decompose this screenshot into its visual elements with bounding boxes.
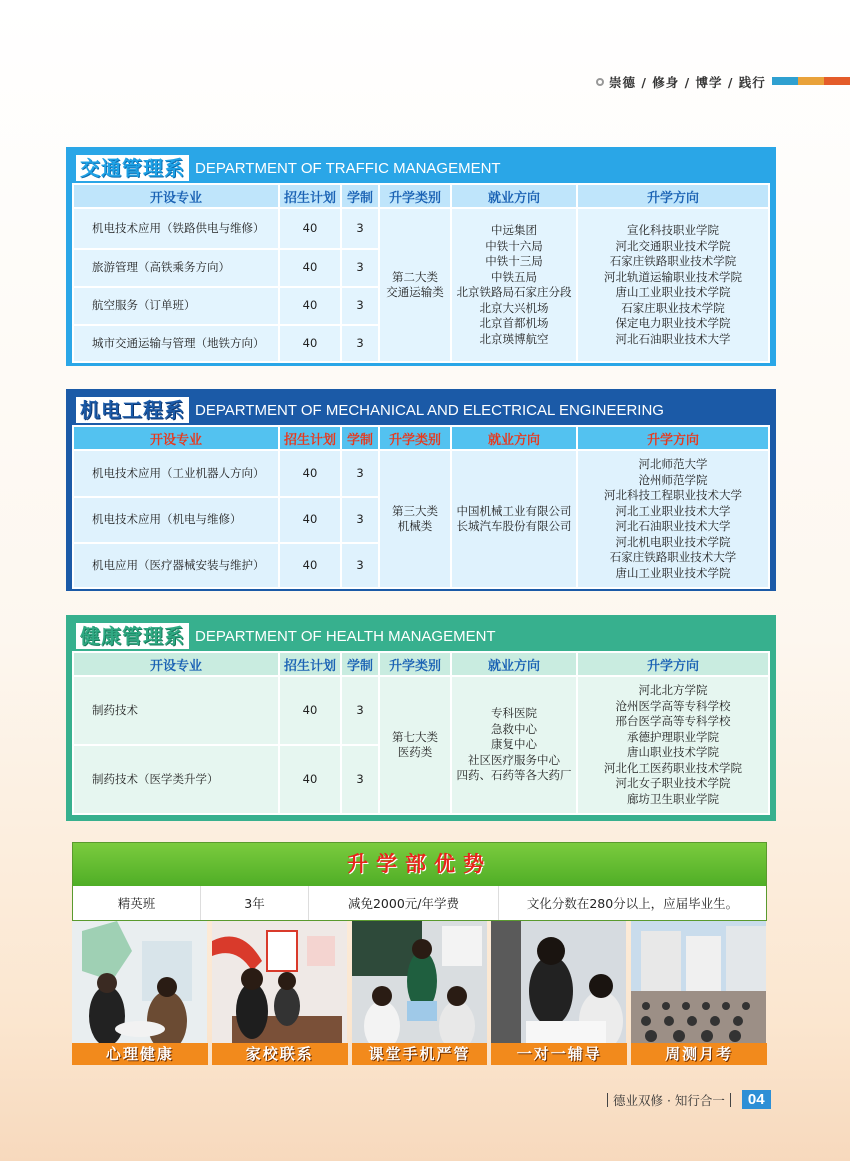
department-header (72, 395, 770, 425)
major-name: 制药技术（医学类升学） (73, 745, 279, 814)
photo-tutoring (491, 921, 627, 1065)
column-header: 学制 (341, 426, 379, 450)
photo-exams (631, 921, 767, 1065)
photo-strip (72, 921, 767, 1065)
employment-list (451, 208, 577, 362)
table-row (73, 450, 769, 497)
department-header (72, 621, 770, 651)
department-english-name: DEPARTMENT OF MECHANICAL AND ELECTRICAL ENGINEERING (195, 401, 664, 419)
category-line: 医药类 (397, 745, 433, 759)
list-item: 中铁十六局 (485, 238, 543, 253)
advantage-requirement: 文化分数在280分以上，应届毕业生。 (526, 896, 739, 911)
advantage-duration: 3年 (201, 886, 309, 920)
list-item: 中国机械工业有限公司 (456, 503, 572, 518)
photo-caption: 周测月考 (631, 1043, 767, 1065)
study-years: 3 (341, 208, 379, 249)
enrollment-plan: 40 (279, 287, 341, 325)
major-name: 制药技术 (73, 676, 279, 745)
advantage-row (73, 886, 766, 920)
column-header: 招生计划 (279, 652, 341, 676)
study-years: 3 (341, 497, 379, 543)
study-years: 3 (341, 325, 379, 362)
department-mechanical (66, 389, 776, 591)
list-item: 河北科技工程职业技术大学 (604, 488, 742, 502)
list-item: 石家庄职业技术学院 (621, 300, 725, 315)
department-health (66, 615, 776, 821)
column-header: 开设专业 (73, 652, 279, 676)
list-item: 廊坊卫生职业学院 (627, 791, 719, 806)
list-item: 河北师范大学 (638, 457, 708, 471)
list-item: 石家庄铁路职业技术学院 (609, 254, 737, 268)
further-study-category (379, 450, 451, 588)
major-name: 机电技术应用（工业机器人方向） (73, 450, 279, 497)
column-header: 升学类别 (379, 652, 451, 676)
department-traffic (66, 147, 776, 366)
study-years: 3 (341, 543, 379, 588)
list-item: 北京首都机场 (479, 316, 549, 330)
major-table (72, 651, 770, 815)
major-name: 航空服务（订单班） (73, 287, 279, 325)
divider (607, 1093, 608, 1107)
photo-home-school (212, 921, 348, 1065)
photo-caption: 课堂手机严管 (352, 1043, 488, 1065)
enrollment-plan: 40 (279, 676, 341, 745)
list-item: 河北交通职业技术学院 (615, 238, 731, 253)
department-name: 交通管理系 (76, 155, 189, 181)
list-item: 宣化科技职业学院 (627, 223, 719, 237)
column-header: 招生计划 (279, 426, 341, 450)
table-header-row (73, 184, 769, 208)
enrollment-plan: 40 (279, 249, 341, 287)
list-item: 北京瑛博航空 (479, 331, 549, 346)
employment-list (451, 676, 577, 814)
study-years: 3 (341, 676, 379, 745)
department-english-name: DEPARTMENT OF HEALTH MANAGEMENT (195, 627, 496, 645)
list-item: 专科医院 (491, 706, 537, 721)
department-name: 机电工程系 (76, 397, 189, 423)
photo-phone-control (352, 921, 488, 1065)
list-item: 中铁十三局 (485, 254, 543, 268)
department-english-name: DEPARTMENT OF TRAFFIC MANAGEMENT (195, 159, 501, 177)
list-item: 河北石油职业技术大学 (615, 331, 731, 346)
list-item: 邢台医学高等专科学校 (615, 714, 731, 728)
study-years: 3 (341, 745, 379, 814)
further-study-list (577, 208, 769, 362)
column-header: 招生计划 (279, 184, 341, 208)
column-header: 学制 (341, 184, 379, 208)
list-item: 承德护理职业学院 (627, 729, 719, 744)
list-item: 长城汽车股份有限公司 (456, 519, 572, 533)
category-line: 第三大类 (392, 503, 438, 518)
list-item: 中远集团 (491, 223, 537, 237)
further-study-category (379, 676, 451, 814)
further-study-category (379, 208, 451, 362)
list-item: 沧州医学高等专科学校 (615, 698, 731, 713)
footer-slogan: 德业双修 · 知行合一 (613, 1092, 725, 1108)
motto-text: 崇德 / 修身 / 博学 / 践行 (609, 75, 766, 90)
category-line: 第二大类 (392, 269, 438, 284)
column-header: 升学类别 (379, 184, 451, 208)
employment-list (451, 450, 577, 588)
major-name: 机电技术应用（机电与维修） (73, 497, 279, 543)
table-row (73, 676, 769, 745)
further-study-list (577, 676, 769, 814)
category-line: 机械类 (397, 519, 433, 533)
page-number: 04 (742, 1090, 771, 1109)
major-name: 机电应用（医疗器械安装与维护） (73, 543, 279, 588)
divider (730, 1093, 731, 1107)
enrollment-plan: 40 (279, 497, 341, 543)
column-header: 开设专业 (73, 184, 279, 208)
enrollment-plan: 40 (279, 325, 341, 362)
color-bar (772, 77, 850, 85)
list-item: 北京铁路局石家庄分段 (456, 285, 572, 299)
list-item: 沧州师范学院 (638, 472, 708, 487)
column-header: 就业方向 (451, 652, 577, 676)
list-item: 社区医疗服务中心 (468, 752, 560, 767)
enrollment-plan: 40 (279, 208, 341, 249)
major-name: 机电技术应用（铁路供电与维修） (73, 208, 279, 249)
column-header: 学制 (341, 652, 379, 676)
major-table (72, 425, 770, 589)
category-line: 第七大类 (392, 729, 438, 744)
photo-caption: 一对一辅导 (491, 1043, 627, 1065)
color-bar-segment (772, 77, 798, 85)
list-item: 河北轨道运输职业技术学院 (604, 269, 742, 284)
advantage-class: 精英班 (73, 886, 201, 920)
list-item: 河北工业职业技术大学 (615, 503, 731, 518)
table-header-row (73, 652, 769, 676)
list-item: 唐山职业技术学院 (627, 745, 719, 759)
column-header: 就业方向 (451, 184, 577, 208)
column-header: 升学方向 (577, 184, 769, 208)
list-item: 河北机电职业技术学院 (615, 534, 731, 549)
list-item: 保定电力职业技术学院 (615, 316, 731, 330)
advantage-section (72, 842, 767, 921)
list-item: 四药、石药等各大药厂 (456, 768, 572, 783)
list-item: 河北化工医药职业技术学院 (604, 760, 742, 775)
column-header: 升学类别 (379, 426, 451, 450)
list-item: 河北石油职业技术大学 (615, 519, 731, 533)
table-header-row (73, 426, 769, 450)
list-item: 急救中心 (491, 721, 537, 736)
list-item: 康复中心 (491, 737, 537, 752)
circle-icon (596, 78, 604, 86)
list-item: 中铁五局 (491, 269, 537, 284)
column-header: 开设专业 (73, 426, 279, 450)
enrollment-plan: 40 (279, 745, 341, 814)
department-name: 健康管理系 (76, 623, 189, 649)
list-item: 唐山工业职业技术学院 (615, 285, 731, 299)
study-years: 3 (341, 249, 379, 287)
table-row (73, 208, 769, 249)
further-study-list (577, 450, 769, 588)
study-years: 3 (341, 287, 379, 325)
color-bar-segment (798, 77, 824, 85)
major-table (72, 183, 770, 363)
photo-caption: 家校联系 (212, 1043, 348, 1065)
study-years: 3 (341, 450, 379, 497)
category-line: 交通运输类 (386, 285, 444, 299)
photo-caption: 心理健康 (72, 1043, 208, 1065)
column-header: 升学方向 (577, 652, 769, 676)
color-bar-segment (824, 77, 850, 85)
photo-counseling (72, 921, 208, 1065)
list-item: 北京大兴机场 (479, 300, 549, 315)
list-item: 石家庄铁路职业技术大学 (609, 550, 737, 564)
advantage-title: 升学部优势 (73, 843, 766, 886)
major-name: 城市交通运输与管理（地铁方向） (73, 325, 279, 362)
page-footer (602, 1090, 771, 1109)
advantage-tuition: 减免2000元/年学费 (309, 886, 499, 920)
enrollment-plan: 40 (279, 450, 341, 497)
major-name: 旅游管理（高铁乘务方向） (73, 249, 279, 287)
column-header: 就业方向 (451, 426, 577, 450)
department-header (72, 153, 770, 183)
list-item: 河北北方学院 (638, 683, 708, 697)
list-item: 唐山工业职业技术学院 (615, 565, 731, 580)
enrollment-plan: 40 (279, 543, 341, 588)
school-motto (596, 73, 766, 91)
list-item: 河北女子职业技术学院 (615, 776, 731, 790)
column-header: 升学方向 (577, 426, 769, 450)
